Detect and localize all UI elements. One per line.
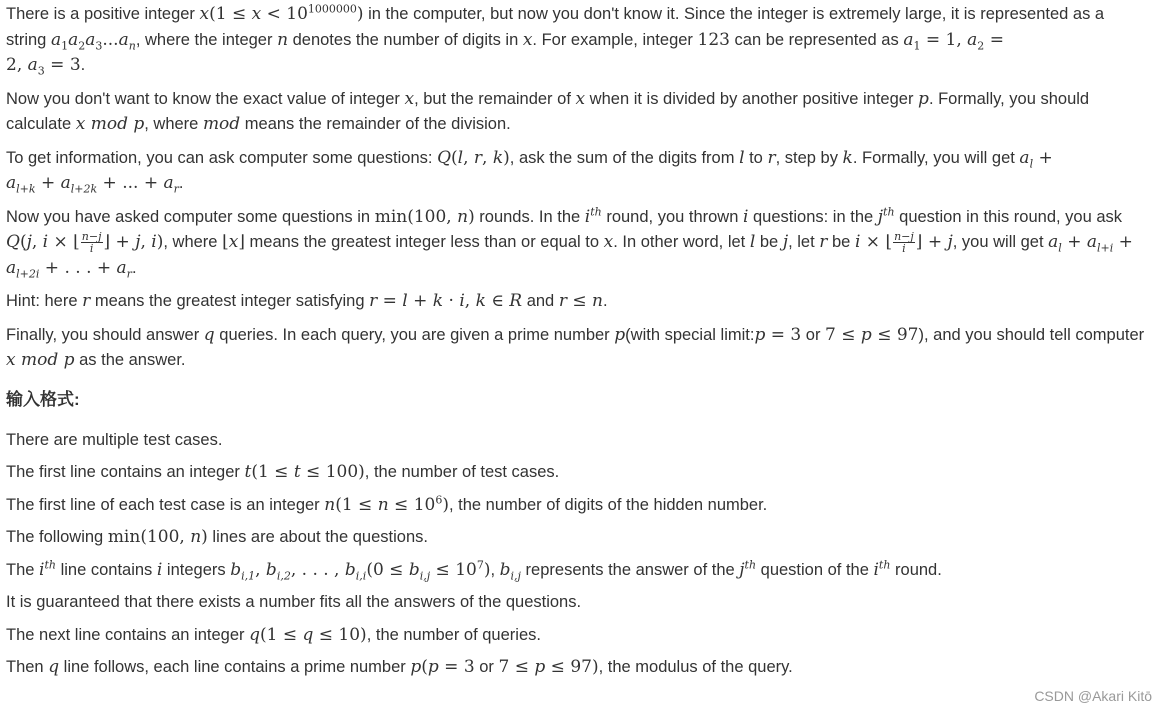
paragraph-goal: Now you don't want to know the exact value of integer x, but the remainder of x when it is divided by another positive integer p. Formally, you should calculate x mod p, where mod means the remainder of the division. [6, 88, 1090, 134]
input-line-6: It is guaranteed that there exists a number fits all the answers of the questions. [6, 593, 582, 611]
input-line-8: Then q line follows, each line contains a prime number p(p = 3 or 7 ≤ p ≤ 97), the modulus of the query. [6, 657, 793, 677]
input-line-2: The first line contains an integer t(1 ≤ t ≤ 100), the number of test cases. [6, 462, 560, 482]
csdn-watermark: CSDN @Akari Kitō [1034, 688, 1152, 704]
input-format-heading: 输入格式: [6, 389, 80, 409]
paragraph-hint: Hint: here r means the greatest integer satisfying r = l + k · i, k ∈ R and r ≤ n. [6, 291, 608, 311]
problem-statement [6, 2, 1146, 688]
input-line-7: The next line contains an integer q(1 ≤ q ≤ 10), the number of queries. [6, 624, 541, 645]
input-line-1: There are multiple test cases. [6, 430, 223, 449]
input-line-3: The first line of each test case is an integer $n(1 \le n \le 10^6)$, the number of digits of the hidden number. [6, 492, 768, 515]
paragraph-queries: Finally, you should answer q queries. In each query, you are given a prime number p(with special limit:p = 3 or 7 ≤ p ≤ 97), and you should tell computer x mod p as the answer. [6, 324, 1145, 370]
paragraph-intro: There is a positive integer $x(1 \le x < 10^{1000000})$ in the computer, but now you don't know it. Since the integer is extremely large, it is represented as a string $a_1a_2a_3...a_n$, where the integer n denotes the number of digits in x. For example, integer 123 can be represented as $a_1 = 1$, $a_2$ = 2, $a_3 = 3$. [6, 2, 1105, 78]
paragraph-rounds: Now you have asked computer some questions in min(100, n) rounds. In the $i^{th}$ round, you thrown i questions: in the $j^{th}$ question in this round, you ask Q(j, i × ⌊ $\frac{n-j}{i}$ ⌋ + j, i), where ⌊x⌋ means the greatest integer less than or equal to x. In other word, let l be j, let r be i × ⌊ $\frac{n-j}{i}$ ⌋ + j, you will get $a_l + a_{l+i} + a_{l+2i}$ + . . . + $a_r$. [6, 204, 1133, 280]
input-line-5: The $i^{th}$ line contains i integers $b_{i,1}$, $b_{i,2}$, . . . , $b_{i,i}(0 \le b_{i,j} \le 10^7)$, $b_{i,j}$ represents the answer of the $j^{th}$ question of the $i^{th}$ round. [6, 557, 942, 582]
input-line-4: The following min(100, n) lines are about the questions. [6, 527, 428, 547]
paragraph-questions: To get information, you can ask computer some questions: Q(l, r, k), ask the sum of the digits from l to r, step by k. Formally, you will get $a_l$ + $a_{l+k} + a_{l+2k}$ + ... + $a_r$. [6, 147, 1053, 196]
